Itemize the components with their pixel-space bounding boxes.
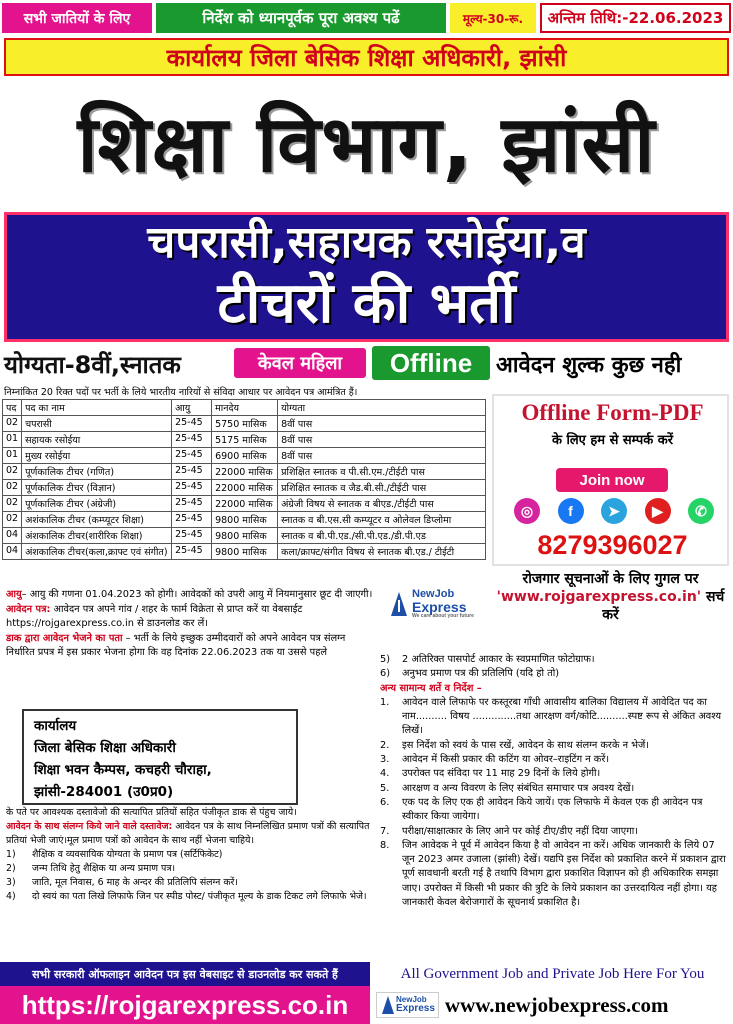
left-column xyxy=(6,588,374,661)
table-cell: 22000 मासिक xyxy=(212,464,278,480)
table-cell: पूर्णकालिक टीचर (अंग्रेजी) xyxy=(22,496,172,512)
condition-item xyxy=(380,753,730,767)
list-number: 1. xyxy=(380,696,390,708)
table-row xyxy=(3,528,486,544)
address-line: कार्यालय xyxy=(34,718,77,734)
table-row xyxy=(3,512,486,528)
form-text: आवेदन पत्र अपने गांव / शहर के फार्म विक्रेता से प्राप्त करें या वेबसाईट https://rojgarexpress.co.in से डाउनलोड कर लें। xyxy=(6,603,303,629)
address-line: झांसी-284001 (उ0प्र0) xyxy=(34,784,174,800)
condition-item xyxy=(380,739,730,753)
table-cell: 9800 मासिक xyxy=(212,512,278,528)
table-cell: 9800 मासिक xyxy=(212,544,278,560)
table-header-row xyxy=(3,400,486,416)
offline-badge: Offline xyxy=(372,346,490,380)
top-bar xyxy=(0,0,733,36)
contact-phone[interactable]: 8279396027 xyxy=(537,530,688,560)
whatsapp-icon[interactable]: ✆ xyxy=(688,498,714,524)
footer-left-note: सभी सरकारी ऑफलाइन आवेदन पत्र इस वेबसाइट से डाउनलोड कर सकते हैं xyxy=(0,962,370,986)
condition-item xyxy=(380,825,730,839)
youtube-icon[interactable]: ▶ xyxy=(645,498,671,524)
table-cell: पूर्णकालिक टीचर (गणित) xyxy=(22,464,172,480)
recruitment-banner xyxy=(4,212,729,342)
table-cell: 9800 मासिक xyxy=(212,528,278,544)
table-header: मानदेय xyxy=(212,400,278,416)
list-text: 2 अतिरिक्त पासपोर्ट आकार के स्वप्रमाणित फोटोग्राफ। xyxy=(402,654,595,665)
table-cell: स्नातक व बी.एस.सी कम्प्यूटर व ओलेवल डिप्लोमा xyxy=(278,512,486,528)
document-item xyxy=(6,848,374,862)
age-text: – आयु की गणना 01.04.2023 को होगी। आवेदकों को उपरी आयु में नियमानुसार छूट दी जाएगी। xyxy=(21,589,373,600)
office-title: कार्यालय जिला बेसिक शिक्षा अधिकारी, झांसी xyxy=(4,38,729,76)
table-cell: अंग्रेजी विषय से स्नातक व बीएड./टीईटी पास xyxy=(278,496,486,512)
table-cell: 25-45 xyxy=(172,496,212,512)
table-cell: 02 xyxy=(3,464,22,480)
all-castes-tag: सभी जातियों के लिए xyxy=(2,3,152,33)
table-cell: अशंकालिक टीचर (कम्प्यूटर शिक्षा) xyxy=(22,512,172,528)
table-cell: 8वीं पास xyxy=(278,432,486,448)
table-header: पद xyxy=(3,400,22,416)
rojgar-line: रोजगार सूचनाओं के लिए गुगल पर xyxy=(522,571,699,587)
footer xyxy=(0,962,733,1024)
docs-label: आवेदन के साथ संलग्न किये जाने वाले दस्तावेज: xyxy=(6,821,173,832)
list-text: आवेदन में किसी प्रकार की कटिंग या ओवर–राइटिंग न करें। xyxy=(402,754,610,766)
table-cell: 04 xyxy=(3,528,22,544)
last-date-tag: अन्तिम तिथि:-22.06.2023 xyxy=(540,3,731,33)
list-text: आवेदन वाले लिफाफे पर कस्तूरबा गाँधी आवासीय बालिका विद्यालय में आवेदित पद का नाम.......... विषय ..............तथा आरक्षण वर्ग/कोटि..........स्पष्ट रूप से अंकित अवश्य लिखें। xyxy=(402,696,722,737)
rojgar-search-text xyxy=(492,570,729,624)
table-cell: 25-45 xyxy=(172,416,212,432)
table-row xyxy=(3,480,486,496)
facebook-icon[interactable]: f xyxy=(558,498,584,524)
conditions-label: अन्य सामान्य शर्ते व निर्देश – xyxy=(380,682,482,694)
list-number: 5. xyxy=(380,782,390,794)
table-header: योग्यता xyxy=(278,400,486,416)
list-number: 8. xyxy=(380,839,390,851)
footer-right-note: All Government Job and Private Job Here For You xyxy=(372,962,733,986)
footer-right-bar xyxy=(372,986,733,1024)
qualification-row xyxy=(0,346,733,382)
post-text: – भर्ती के लिये इच्छुक उम्मीदवारों को अपने आवेदन पत्र संलग्न निर्धारित प्रपत्र में इस प्रकार भेजना होगा कि वह दिनांक 22.06.2023 तक या उससे पहले xyxy=(6,632,346,658)
logo-tagline: We care about your future xyxy=(412,613,474,619)
table-cell: 25-45 xyxy=(172,448,212,464)
condition-item xyxy=(380,796,730,825)
table-cell: अंशकालिक टीचर(शारीरिक शिक्षा) xyxy=(22,528,172,544)
condition-item xyxy=(380,782,730,796)
table-cell: कला/क्राफ्ट/संगीत विषय से स्नातक बी.एड./ टीईटी xyxy=(278,544,486,560)
docs-text: आवेदन पत्र के साथ निम्नलिखित प्रमाण पत्रों की सत्यापित प्रतियां भेजी जाएं।मूल प्रमाण पत्रों को आवेदन के साथ नहीं भेजना चाहिये। xyxy=(6,821,370,846)
list-number: 3. xyxy=(380,754,390,766)
table-cell: 5750 मासिक xyxy=(212,416,278,432)
banner-line-2: टीचरों की भर्ती xyxy=(217,271,516,336)
list-number: 6. xyxy=(380,796,390,808)
list-text: जिन आवेदक ने पूर्व में आवेदन किया है वो आवेदन ना करें। अधिक जानकारी के लिये 07 जून 2023 अमर उजाला (झांसी) देखें। यद्यपि इस निर्देश को प्रकाशित करने में प्रकाशन द्वारा पूर्ण सावधानी बरती गई है तथापि विभाग द्वारा प्रकाशित विज्ञापन को ही अधिकारिक समझा जाए। उपरोक्त में किसी भी प्रकार की त्रुटि के लिये प्रकाशन का उत्तरदायित्व नहीं होगा। यह जानकारी केवल बेरोजगारों के सूचनार्थ प्रकाशित है। xyxy=(402,839,726,909)
table-cell: 5175 मासिक xyxy=(212,432,278,448)
table-cell: 04 xyxy=(3,544,22,560)
table-row xyxy=(3,496,486,512)
list-number: 6) xyxy=(380,668,391,680)
condition-item xyxy=(380,696,730,739)
newjob-logo-icon xyxy=(380,994,396,1016)
fee-text: आवेदन शुल्क कुछ नही xyxy=(496,353,682,378)
list-text: एक पद के लिए एक ही आवेदन किये जायें। एक लिफाफे में केवल एक ही आवेदन पत्र स्वीकार किया जायेगा। xyxy=(402,796,703,823)
list-number: 4) xyxy=(6,891,16,902)
list-text: जन्म तिथि हेतु शैक्षिक या अन्य प्रमाण पत्र। xyxy=(32,863,176,874)
list-number: 5) xyxy=(380,654,391,665)
list-number: 4. xyxy=(380,768,390,780)
list-text: जाति, मूल निवास, 6 माह के अन्दर की प्रतिलिपि संलग्न करें। xyxy=(32,877,238,888)
table-cell: 6900 मासिक xyxy=(212,448,278,464)
ad-title: Offline Form-PDF xyxy=(521,400,704,425)
table-row xyxy=(3,464,486,480)
list-number: 7. xyxy=(380,825,390,837)
table-cell: 25-45 xyxy=(172,480,212,496)
after-address-text: के पते पर आवश्यक दस्तावेजो की सत्यापित प्रतियों सहित पंजीकृत डाक से पंहुच जाये। xyxy=(6,807,297,818)
table-cell: पूर्णकालिक टीचर (विज्ञान) xyxy=(22,480,172,496)
list-number: 3) xyxy=(6,877,16,888)
post-paragraph xyxy=(6,632,374,661)
condition-item xyxy=(380,839,730,910)
main-title: शिक्षा विभाग, झांसी xyxy=(77,100,656,190)
table-cell: 22000 मासिक xyxy=(212,496,278,512)
table-cell: 25-45 xyxy=(172,544,212,560)
age-label: आयु xyxy=(6,589,22,600)
list-number: 2. xyxy=(380,739,390,751)
instagram-icon[interactable]: ◎ xyxy=(514,498,540,524)
document-item xyxy=(380,667,730,681)
table-cell: प्रशिक्षित स्नातक व पी.सी.एम./टीईटी पास xyxy=(278,464,486,480)
footer-logo-line-1: NewJob xyxy=(396,995,427,1004)
footer-left-url[interactable]: https://rojgarexpress.co.in xyxy=(0,986,370,1024)
table-row xyxy=(3,448,486,464)
table-cell: 25-45 xyxy=(172,528,212,544)
rojgar-url-line xyxy=(492,588,729,624)
table-cell: 02 xyxy=(3,512,22,528)
table-cell: 25-45 xyxy=(172,464,212,480)
table-row xyxy=(3,432,486,448)
banner-line-1: चपरासी,सहायक रसोईया,व xyxy=(147,217,586,268)
document-item xyxy=(6,862,374,876)
condition-item xyxy=(380,767,730,781)
table-cell: अंशकालिक टीचर(कला,क्राफ्ट एवं संगीत) xyxy=(22,544,172,560)
telegram-icon[interactable]: ➤ xyxy=(601,498,627,524)
list-text: इस निर्देश को स्वयं के पास रखें, आवेदन के साथ संलग्न करके न भेजें। xyxy=(402,739,650,751)
footer-logo xyxy=(376,992,439,1018)
address-box xyxy=(22,709,298,805)
table-cell: 02 xyxy=(3,480,22,496)
posts-table xyxy=(2,399,486,560)
table-header: पद का नाम xyxy=(22,400,172,416)
newjob-express-logo xyxy=(388,588,483,620)
footer-logo-line-2: Express xyxy=(396,1003,435,1014)
right-column xyxy=(380,653,730,910)
table-cell: प्रशिक्षित स्नातक व जैड.बी.सी./टीईटी पास xyxy=(278,480,486,496)
logo-line-2: Express xyxy=(412,599,467,615)
table-cell: 25-45 xyxy=(172,432,212,448)
list-text: आरक्षण व अन्य विवरण के लिए संबंधित समाचार पत्र अवश्य देखें। xyxy=(402,782,635,794)
document-item xyxy=(380,653,730,667)
offline-form-ad xyxy=(492,394,729,566)
join-now-button[interactable]: Join now xyxy=(556,468,668,492)
table-row xyxy=(3,416,486,432)
table-cell: 02 xyxy=(3,496,22,512)
post-label: डाक द्वारा आवेदन भेजने का पता xyxy=(6,632,123,644)
form-paragraph xyxy=(6,603,374,632)
docs-paragraph xyxy=(6,820,374,848)
table-cell: चपरासी xyxy=(22,416,172,432)
logo-line-1: NewJob xyxy=(412,588,455,600)
list-text: उपरोक्त पद संविदा पर 11 माह 29 दिनों के लिये होगी। xyxy=(402,768,601,780)
table-cell: 8वीं पास xyxy=(278,416,486,432)
document-item xyxy=(6,890,374,904)
table-cell: सहायक रसोईया xyxy=(22,432,172,448)
list-text: दो स्वयं का पता लिखे लिफाफे जिन पर स्पीड पोस्ट/ पंजीकृत मूल्य के डाक टिकट लगे लिफाफे भेजे। xyxy=(32,891,367,902)
list-text: परीक्षा/साक्षात्कार के लिए आने पर कोई टीए/डीए नहीं दिया जाएगा। xyxy=(402,825,638,837)
price-tag: मूल्य-30-रू. xyxy=(450,3,536,33)
form-label: आवेदन पत्र: xyxy=(6,603,51,615)
newjob-logo-icon xyxy=(388,590,410,618)
qualification-text: योग्यता-8वीं,स्नातक xyxy=(4,350,181,379)
intro-text: निम्नांकित 20 रिक्त पदों पर भर्ती के लिये भारतीय नारियों से संविदा आधार पर आवेदन पत्र आमंत्रित हैं। xyxy=(4,387,358,398)
age-paragraph xyxy=(6,588,374,603)
women-only-badge: केवल महिला xyxy=(234,348,366,378)
table-cell: 01 xyxy=(3,432,22,448)
rojgar-url[interactable]: 'www.rojgarexpress.co.in' xyxy=(496,589,702,605)
table-cell: 25-45 xyxy=(172,512,212,528)
table-row xyxy=(3,544,486,560)
social-icons xyxy=(514,498,714,526)
list-text: शैक्षिक व व्यवसायिक योग्यता के प्रमाण पत्र (सर्टिफिकेट) xyxy=(32,849,223,860)
ad-subtitle: के लिए हम से सम्पर्क करें xyxy=(551,433,674,448)
left-column-lower xyxy=(6,806,374,904)
address-line: शिक्षा भवन कैम्पस, कचहरी चौराहा, xyxy=(34,762,212,778)
address-line: जिला बेसिक शिक्षा अधिकारी xyxy=(34,740,176,756)
table-cell: 22000 मासिक xyxy=(212,480,278,496)
table-cell: स्नातक व बी.पी.एड./सी.पी.एड./डी.पी.एड xyxy=(278,528,486,544)
list-number: 1) xyxy=(6,849,16,860)
document-item xyxy=(6,876,374,890)
list-text: अनुभव प्रमाण पत्र की प्रतिलिपि (यदि हो तो) xyxy=(402,668,560,680)
table-header: आयु xyxy=(172,400,212,416)
instructions-tag: निर्देश को ध्यानपूर्वक पूरा अवश्य पढें xyxy=(156,3,446,33)
table-cell: मुख्य रसोईया xyxy=(22,448,172,464)
table-cell: 02 xyxy=(3,416,22,432)
table-cell: 01 xyxy=(3,448,22,464)
table-cell: 8वीं पास xyxy=(278,448,486,464)
rojgar-suffix: सर्च करें xyxy=(602,589,725,623)
footer-right-url[interactable]: www.newjobexpress.com xyxy=(444,992,669,1017)
list-number: 2) xyxy=(6,863,16,874)
